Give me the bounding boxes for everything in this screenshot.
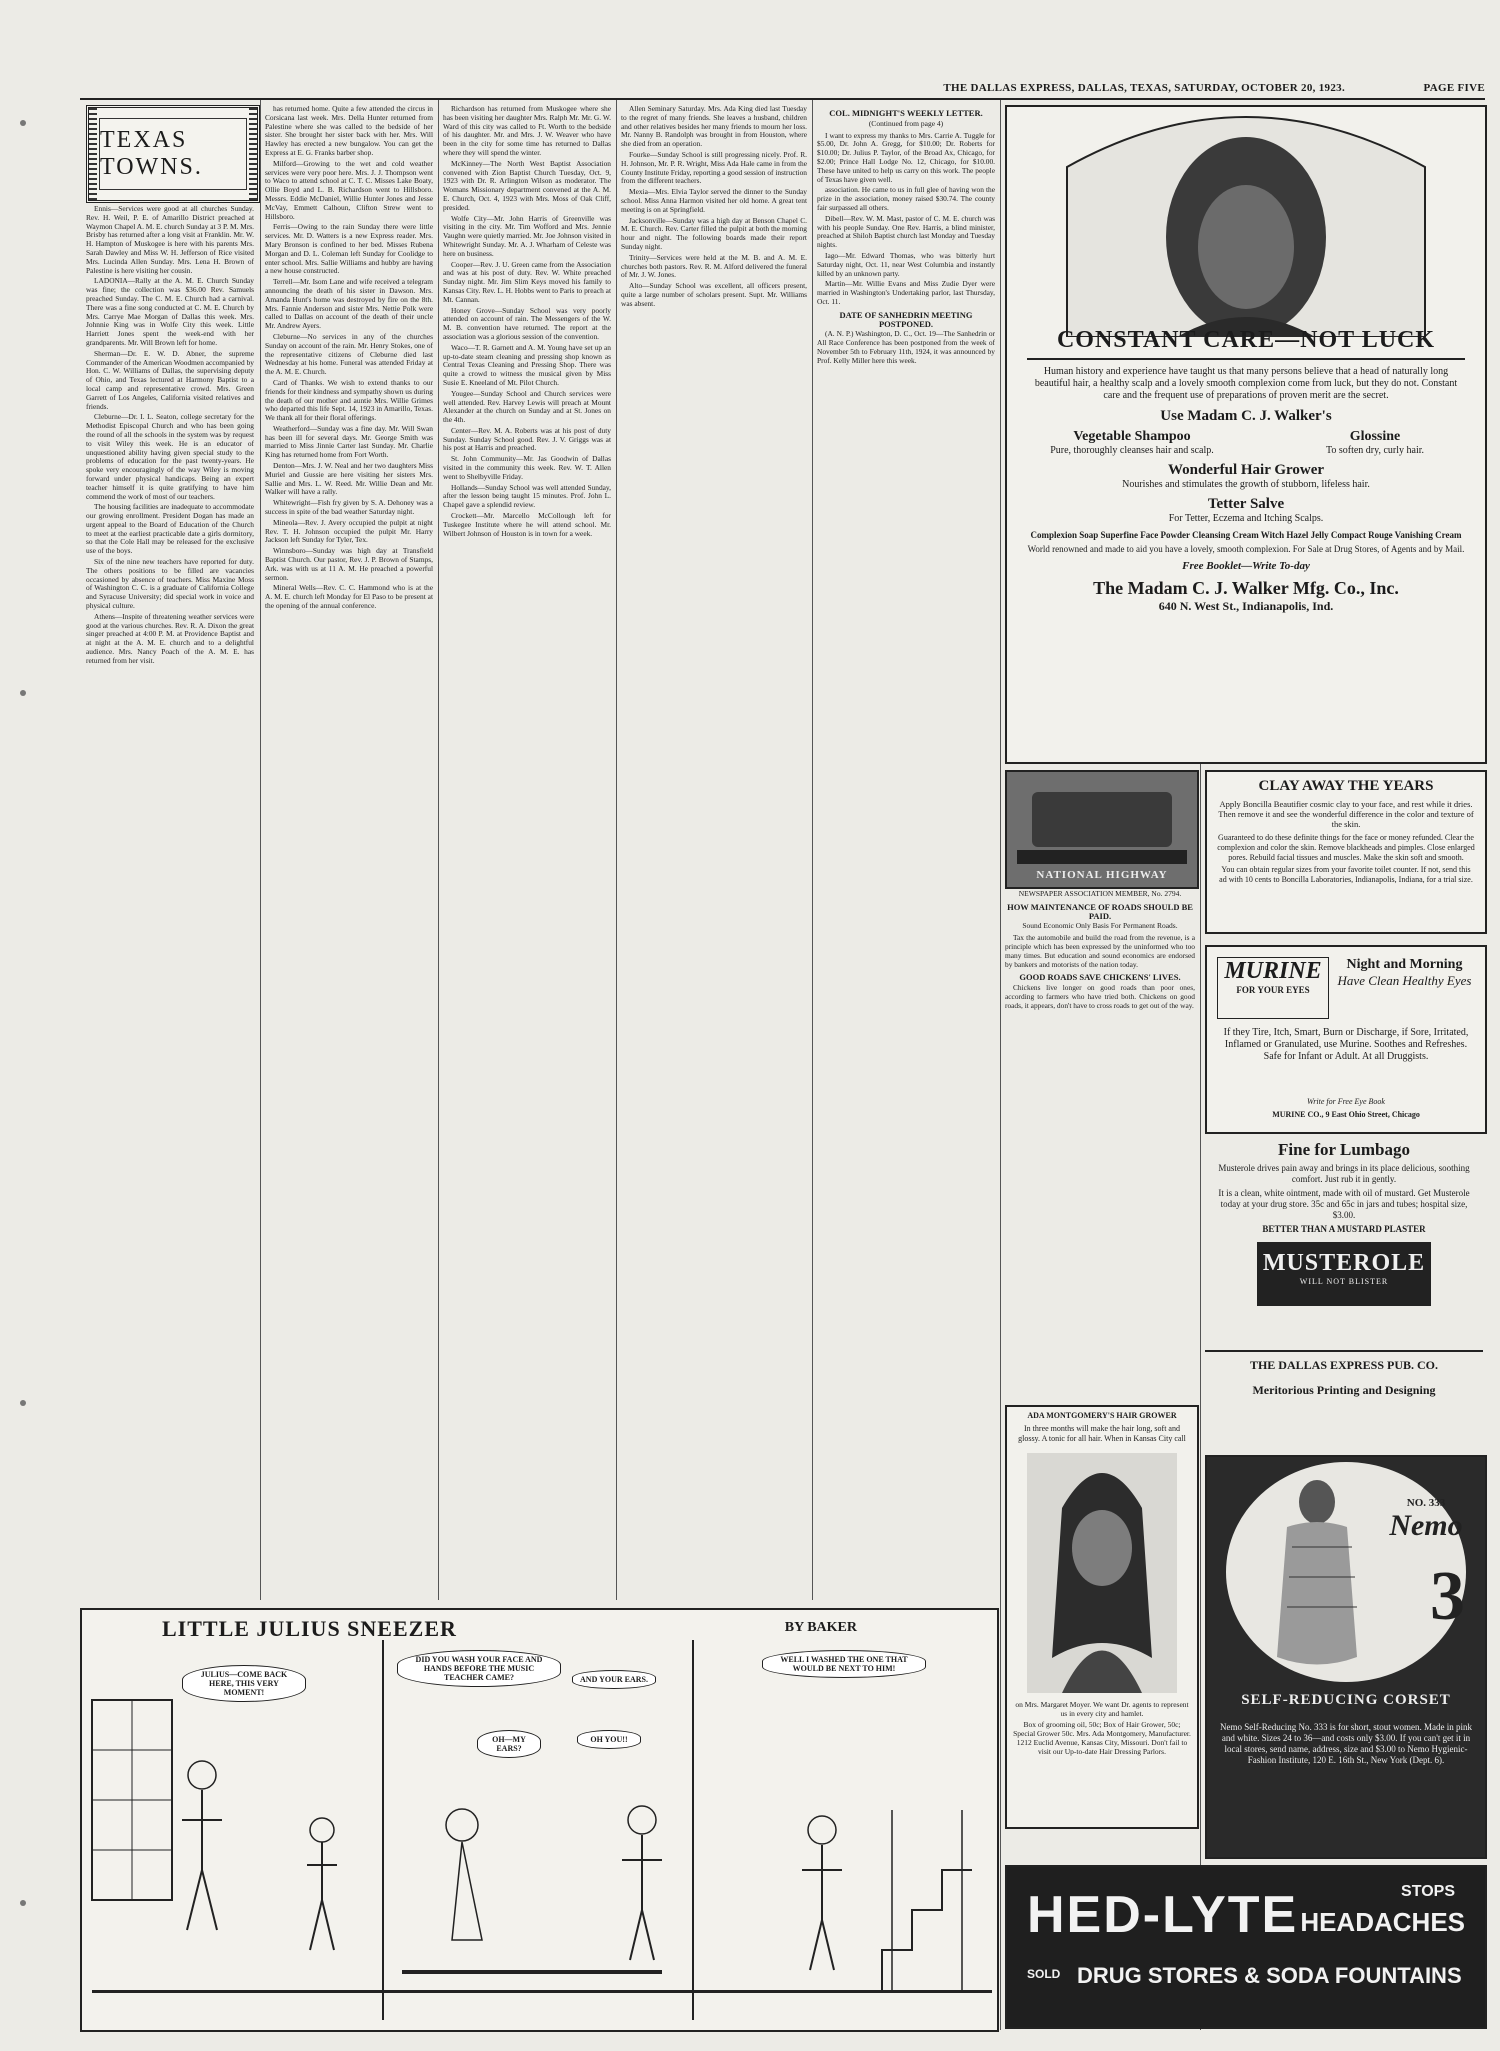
column-5 <box>817 105 995 1600</box>
product-tetter-desc: For Tetter, Eczema and Itching Scalps. <box>1168 513 1324 524</box>
nemo-sub: SELF-REDUCING CORSET <box>1241 1692 1451 1708</box>
section-title-box <box>86 105 260 203</box>
news-item: Whitewright—Fish fry given by S. A. Dehoney was a success in spite of the bad weather Saturday night. <box>265 498 433 517</box>
murine-sub: FOR YOUR EYES <box>1236 985 1310 995</box>
column-6 <box>1005 890 1195 1400</box>
comic-drawings <box>82 1610 997 2030</box>
news-item: Alto—Sunday School was excellent, all officers present, quite a large number of scholars present. Supt. Mr. Williams was absent. <box>621 281 807 308</box>
chickens-heading: GOOD ROADS SAVE CHICKENS' LIVES. <box>1019 972 1181 983</box>
news-item: Card of Thanks. We wish to extend thanks to our friends for their kindness and sympathy shown us during the death of our mother and auntie Mrs. Willie Grimes who departed this life Sept. 14, 1923 in Amarillo, Texas. We thank all for their floral offerings. <box>265 377 433 423</box>
news-item: Martin—Mr. Willie Evans and Miss Zudie Dyer were married in Washington's Undertaking parlor, last Thursday, Oct. 11. <box>817 279 995 306</box>
walker-address: 640 N. West St., Indianapolis, Ind. <box>1158 599 1334 613</box>
product-shampoo: Vegetable Shampoo <box>1073 429 1191 444</box>
express-pub-ad <box>1205 1350 1483 1447</box>
news-item: The housing facilities are inadequate to accommodate our growing enrollment. President Dogan has made an urgent appeal to the Board of Education of the Church to meet at the earliest practicable date a girls dormitory, so that the Cole Hall may be released for the exclusive use of the boys. <box>86 502 254 556</box>
nemo-brand: Nemo <box>1389 1509 1463 1542</box>
column-rule <box>616 100 617 1600</box>
news-item: Denton—Mrs. J. W. Neal and her two daughters Miss Muriel and Gussie are here visiting her sisters Mrs. Sallie and Mrs. L. W. Reed. Mr. Willie Dean and Mr. Walker will have a rally. <box>265 461 433 497</box>
woman-portrait <box>1007 1448 1197 1698</box>
walker-company: The Madam C. J. Walker Mfg. Co., Inc. <box>1093 578 1399 598</box>
binding-hole <box>20 120 26 126</box>
boncilla-ad <box>1205 770 1487 934</box>
hair-grower-desc: In three months will make the hair long, soft and glossy. A tonic for all hair. When in Kansas City call <box>1018 1424 1186 1443</box>
speech-bubble: DID YOU WASH YOUR FACE AND HANDS BEFORE THE MUSIC TEACHER CAME? <box>397 1650 561 1687</box>
walker-body: Human history and experience have taught us that many persons believe that a head of naturally long beautiful hair, a healthy scalp and a lovely smooth complexion come from luck, but they do not. Constant care and the frequent use of preparations of proven merit are the secret. <box>1034 366 1458 401</box>
hair-grower-ad <box>1005 1405 1199 1829</box>
news-item: Jacksonville—Sunday was a high day at Benson Chapel C. M. E. Church. Rev. Carter filled the pulpit at both the morning hour and night. The following boards made their report Sunday night. <box>621 215 807 251</box>
walker-world: World renowned and made to aid you have a lovely, smooth complexion. For Sale at Drug Stores, of Agents and by Mail. <box>1027 544 1465 554</box>
comic-strip <box>80 1608 999 2032</box>
musterole-brand: MUSTEROLE <box>1262 1250 1426 1276</box>
news-item: Six of the nine new teachers have reported for duty. The others positions to be filled are vacancies occasioned by absence of teachers. Miss Maxine Moss of Washington C. C. is a graduate of California College and Syracuse University; did special work in voice and physical culture. <box>86 557 254 611</box>
murine-tag1: Night and Morning <box>1346 957 1463 972</box>
column-rule <box>812 100 813 1600</box>
walker-use: Use Madam C. J. Walker's <box>1160 408 1332 424</box>
news-item: Iago—Mr. Edward Thomas, who was bitterly hurt Saturday night, Oct. 11, near West Columbia and instantly killed by an unknown party. <box>817 250 995 278</box>
news-item: Waco—T. R. Garnett and A. M. Young have set up an up-to-date steam cleaning and pressing shop known as Central Texas Cleaning and Pressing Shop. There was quite a crowd to witness the musical given by Miss Susie E. Kneeland of Mt. Pilot Church. <box>443 342 611 387</box>
news-item: Chickens live longer on good roads than poor ones, according to farmers who have tried both. Chickens on good roads, it appears, don't have to cross roads to get out of the way. <box>1005 983 1195 1010</box>
nemo-no: NO. 333 <box>1406 1497 1446 1509</box>
binding-hole <box>20 690 26 696</box>
news-item: Ennis—Services were good at all churches Sunday. Rev. H. Weil, P. E. of Amarillo District preached at Waymon Chapel A. M. E. church Sunday at 3 P. M. Mrs. Brisby has returned after a long visit at Franklin. Mr. W. H. Hampton of Muskogee is here with his parents Mrs. Sarah Dawley and Miss W. H. Jefferson of Rice visited Mrs. Lucinda Allen Sunday. Mrs. Lena H. Brown of Palestine is here visiting her cousin. <box>86 205 254 275</box>
column-3 <box>443 105 611 1600</box>
news-item: Mineola—Rev. J. Avery occupied the pulpit at night Rev. T. H. Johnson occupied the pulpit Mr. Harry Jackson left Sunday for Tyler, Tex. <box>265 517 433 545</box>
speech-bubble: JULIUS—COME BACK HERE, THIS VERY MOMENT! <box>182 1665 306 1702</box>
news-item: Center—Rev. M. A. Roberts was at his post of duty Sunday. Sunday School good. Rev. J. V. Griggs was at his post at Harris and preached. <box>443 425 611 453</box>
murine-ad <box>1205 945 1487 1134</box>
hedlyte-stops: STOPS <box>1401 1883 1455 1900</box>
sanhedrin-heading: DATE OF SANHEDRIN MEETING POSTPONED. <box>839 309 973 329</box>
column-1 <box>86 205 254 1600</box>
nemo-price-numeral: 3 <box>1430 1558 1465 1635</box>
walker-products: Complexion Soap Superfine Face Powder Cleansing Cream Witch Hazel Jelly Compact Rouge Vanishing Cream <box>1030 530 1462 540</box>
page-number: PAGE FIVE <box>1423 82 1485 94</box>
column-2 <box>265 105 433 1600</box>
nemo-body: Nemo Self-Reducing No. 333 is for short, stout women. Made in pink and white. Sizes 24 to 36—and costs only $3.00. If you can't get it in local stores, send name, address, size and $3.00 to Nemo Hygienic-Fashion Institute, 120 E. 16th St., New York (Dept. 6). <box>1220 1722 1472 1765</box>
news-item: Richardson has returned from Muskogee where she has been visiting her daughter Mrs. Ralph Mr. Mr. G. W. Ward of this city was called to Ft. Worth to the bedside of his daughter. Mr. and Mrs. J. W. Weaver who have been in the city for some time has returned to Dallas where they will spend the winter. <box>443 105 611 157</box>
news-item: Tax the automobile and build the road from the revenue, is a principle which has been expressed by the uninformed who too many times. But education and sound economics are endorsed by bankers and motorists of the nation today. <box>1005 933 1195 969</box>
comic-byline: BY BAKER <box>784 1620 857 1635</box>
news-item: Terrell—Mr. Isom Lane and wife received a telegram announcing the death of his sister in Dawson. Mrs. Amanda Hunt's home was destroyed by fire on the 8th. Mrs. Fannie Anderson and sister Mrs. Nettie Polk were called to Dallas on account of the death of their uncle Mr. Andrew Ayers. <box>265 277 433 331</box>
musterole-tag: WILL NOT BLISTER <box>1299 1277 1389 1286</box>
news-item: Cleburne—No services in any of the churches Sunday on account of the rain. Mr. Henry Stokes, one of the representative citizens of Cleburne died last Wednesday at his home. Funeral was attended Friday at the A. M. E. Church. <box>265 331 433 377</box>
musterole-ad <box>1205 1140 1483 1340</box>
news-item: Mineral Wells—Rev. C. C. Hammond who is at the A. M. E. church left Monday for El Paso to be present at the opening of the annual conference. <box>265 583 433 611</box>
news-item: Mexia—Mrs. Elvia Taylor served the dinner to the Sunday school. Miss Anna Harmon visited her old home. A great tent meeting is on at Springfield. <box>621 187 807 214</box>
masthead <box>80 82 1485 96</box>
masthead-title: THE DALLAS EXPRESS, DALLAS, TEXAS, SATURDAY, OCTOBER 20, 1923. <box>943 82 1345 94</box>
news-item: LADONIA—Rally at the A. M. E. Church Sunday was fine; the collection was $36.00 Rev. Samuels preached Sunday. The C. M. E. Church had a carnival. There was a fine song conducted at C. M. E. Church by Mrs. Carrye Mae Morgan of Dallas this week. Mrs. Johnnie King was in Wolfe City this week. Little Harriett Jones spent the week-end with her grandparents. Mr. Will Brown left for home. <box>86 276 254 347</box>
hair-grower-agents: on Mrs. Margaret Moyer. We want Dr. agents to represent us in every city and hamlet. <box>1015 1700 1189 1718</box>
ornament-left <box>89 108 97 200</box>
news-item: Allen Seminary Saturday. Mrs. Ada King died last Tuesday to the regret of many friends. She leaves a husband, children and other relatives besides her many friends to mourn her loss. Mr. Nanny B. Randolph was brought in from Houston, where she died from an operation. <box>621 105 807 149</box>
clay-offer: You can obtain regular sizes from your favorite toilet counter. If not, send this ad with 10 cents to Boncilla Laboratories, Indianapolis, Indiana, for a trial size. <box>1219 865 1473 884</box>
nha-member: NEWSPAPER ASSOCIATION MEMBER, No. 2794. <box>1018 890 1182 898</box>
product-glossine-desc: To soften dry, curly hair. <box>1325 445 1425 456</box>
section-title: TEXAS TOWNS. <box>99 118 247 190</box>
news-item: St. John Community—Mr. Jas Goodwin of Dallas visited in the community this week. Rev. W. T. Allen went to Shelbyville Friday. <box>443 454 611 481</box>
hair-grower-prices: Box of grooming oil, 50c; Box of Hair Grower, 50c; Special Grower 50c. Mrs. Ada Montgomery, Manufacturer. 1212 Euclid Avenue, Kansas City, Missouri. Don't fail to visit our Up-to-date Hair Dressing Parlors. <box>1013 1720 1191 1756</box>
murine-company: MURINE CO., 9 East Ohio Street, Chicago <box>1272 1110 1420 1119</box>
murine-body: If they Tire, Itch, Smart, Burn or Discharge, if Sore, Irritated, Inflamed or Granulated, use Murine. Soothes and Refreshes. Safe for Infant or Adult. At all Druggists. <box>1223 1027 1469 1062</box>
news-item: Crockett—Mr. Marcello McCollough left for Tuskegee Institute where he will attend school. Mr. Wilbert Johnson of Houston is in town for a week. <box>443 511 611 538</box>
news-item: has returned home. Quite a few attended the circus in Corsicana last week. Mrs. Della Hunter returned from Palestine where she was called to the bedside of her sister. She brought her sister back with her. Mrs. Will Hawley has erected a new bungalow. You can get the Express at E. G. Franks barber shop. <box>265 105 433 157</box>
news-item: Athens—Inspite of threatening weather services were good at the various churches. Rev. R. A. Dixon the great singer preached at 4:00 P. M. at Providence Baptist and at night at the A. M. E. church and to a delightful audience. Mrs. Nancy Poach of the A. M. E. has returned from her visit. <box>86 611 254 665</box>
news-item: Cooper—Rev. J. U. Green came from the Association and was at his post of duty. Rev. W. White preached Sunday night. Mr. Jim Slim Keys moved his family to Kansas City. Rev. L. H. Hobbs went to Paris to preach at Mt. Cannan. <box>443 259 611 304</box>
header-rule <box>80 98 1485 100</box>
news-item: Honey Grove—Sunday School was very poorly attended on account of rain. The Messengers of the W. M. B. convention have returned. The report at the association was a glorious session of the convention. <box>443 305 611 341</box>
news-item: Fourke—Sunday School is still progressing nicely. Prof. R. H. Johnson, Mr. P. R. Wright, Miss Ada Hale came in from the County Institute Friday, reporting a good session of instruction from the different teachers. <box>621 149 807 186</box>
product-grower-desc: Nourishes and stimulates the growth of stubborn, lifeless hair. <box>1122 479 1370 490</box>
product-tetter: Tetter Salve <box>1207 496 1285 512</box>
product-shampoo-desc: Pure, thoroughly cleanses hair and scalp. <box>1050 445 1214 456</box>
express-pub-tag: Meritorious Printing and Designing <box>1252 1383 1436 1397</box>
binding-hole <box>20 1400 26 1406</box>
comic-title: LITTLE JULIUS SNEEZER <box>162 1616 457 1641</box>
walker-ad <box>1005 105 1487 764</box>
nemo-ad <box>1205 1455 1487 1859</box>
column-rule <box>1200 760 1201 2030</box>
ornament-right <box>249 108 257 200</box>
product-glossine: Glossine <box>1349 429 1401 444</box>
column-rule <box>260 100 261 1600</box>
speech-bubble: AND YOUR EARS. <box>572 1670 656 1689</box>
express-pub-name: THE DALLAS EXPRESS PUB. CO. <box>1249 1358 1439 1372</box>
news-item: (A. N. P.) Washington, D. C., Oct. 19—The Sanhedrin or All Race Conference has been postponed from the week of November 5th to February 11th, 1924, it was announced by Prof. Kelly Miller here this week. <box>817 329 995 365</box>
murine-tag2: Have Clean Healthy Eyes <box>1337 973 1472 988</box>
news-item: Ferris—Owing to the rain Sunday there were little services. Mr. D. Watters is a new Express reader. Mrs. Mary Bronson is confined to her bed. Misses Rubena Morgan and D. L. Coleman left Sunday for Coolidge to enter school. Mrs. Sallie Williams and hubby are having a new house constructed. <box>265 222 433 276</box>
murine-write: Write for Free Eye Book <box>1307 1097 1385 1106</box>
binding-hole <box>20 1900 26 1906</box>
lumbago-better: BETTER THAN A MUSTARD PLASTER <box>1262 1224 1426 1234</box>
news-item: Cleburne—Dr. I. L. Seaton, college secretary for the Methodist Episcopal Church and who has been going the round of all the schools in the system was by request to visit Wiley this week. He is an educator of unquestioned ability having given special study to the problems of education for the past twenty-years. He spoke very encouragingly of the way Wiley is moving forward under physical handicaps. Being an expert teacher himself it is quite gratifying to have him commend the work of most of our teachers. <box>86 412 254 501</box>
hedlyte-sold: SOLD <box>1027 1967 1061 1981</box>
news-item: I want to express my thanks to Mrs. Carrie A. Tuggle for $5.00, Dr. John A. Gregg, for $10.00; Dr. Roberts for $10.00; Dr. Julius P. Taylor, of the Broad Ax, Chicago, for $2.00; Prince Hall Lodge No. 12, Chicago, for $10.00. These have united to help us carry on this work. The people of Texas have given well. <box>817 130 995 184</box>
news-item: Yougee—Sunday School and Church services were well attended. Rev. Harvey Lewis will preach at Mount Alexander at the church on Sunday and at St. Jones on the 4th. <box>443 388 611 425</box>
hedlyte-headaches: HEADACHES <box>1300 1907 1465 1937</box>
news-item: McKinney—The North West Baptist Association convened with Zion Baptist Church Tuesday, Oct. 9, 1923 with Dr. R. Arlington Wilson as moderator. The Womans Missionary department convened at the A. M. E. Church, Oct. 4, 1923 with Mrs. Moss of Oak Cliff, presided. <box>443 158 611 212</box>
news-item: Trinity—Services were held at the M. B. and A. M. E. churches both pastors. Rev. R. M. Alford delivered the funeral of Mr. J. W. Jones. <box>621 252 807 280</box>
walker-free-booklet: Free Booklet—Write To-day <box>1182 560 1310 572</box>
news-item: Wolfe City—Mr. John Harris of Greenville was visiting in the city. Mr. Tim Wofford and Mrs. Jennie Vaughn were quietly married. Mr. Joe Johnson visited in Whitewright Sunday. Mr. A. J. Wharham of Celeste was here on business. <box>443 213 611 258</box>
speech-bubble: OH—MY EARS? <box>477 1730 541 1758</box>
clay-body: Apply Boncilla Beautifier cosmic clay to your face, and rest while it dries. Then remove it and see the wonderful difference in the color and texture of the skin. <box>1218 799 1474 829</box>
highway-photo <box>1005 770 1199 889</box>
column-4 <box>621 105 807 1600</box>
portrait-illustration <box>1007 107 1485 337</box>
column-rule <box>1000 100 1001 2030</box>
murine-brand: MURINE <box>1224 958 1322 984</box>
news-item: Sherman—Dr. E. W. D. Abner, the supreme Commander of the American Woodmen accompanied by Hon. C. W. Williams of Dallas, the supervising deputy of Ohio, and Texas lectured at Harmony Baptist to a local camp and representative crowd. Mrs. Green Garrett of Los Angeles, California visited relatives and friends. <box>86 348 254 411</box>
news-item: Winnsboro—Sunday was high day at Transfield Baptist Church. Our pastor, Rev. J. P. Brown of Stamps, Ark. was with us at 11 A. M. He preached a powerful sermon. <box>265 546 433 582</box>
lumbago-title: Fine for Lumbago <box>1278 1140 1410 1159</box>
speech-bubble: OH YOU!! <box>577 1730 641 1749</box>
news-item: Weatherford—Sunday was a fine day. Mr. Will Swan has been ill for several days. Mr. George Smith was married to Miss Jinnie Carter last Sunday. Mr. Charlie King has returned home from Fort Worth. <box>265 423 433 460</box>
hedlyte-where: DRUG STORES & SODA FOUNTAINS <box>1077 1963 1462 1988</box>
musterole-logo <box>1257 1242 1431 1306</box>
roads-subheading: Sound Economic Only Basis For Permanent Roads. <box>1022 921 1178 931</box>
walker-headline: CONSTANT CARE—NOT LUCK <box>1027 327 1465 360</box>
hedlyte-ad <box>1005 1865 1487 2029</box>
clay-guarantee: Guaranteed to do these definite things for the face or money refunded. Clear the complexion and color the skin. Remove blackheads and pimples. Close enlarged pores. Rebuild facial tissues and muscles. Make the skin soft and smooth. <box>1217 833 1475 862</box>
product-grower: Wonderful Hair Grower <box>1167 462 1325 478</box>
hair-grower-brand: ADA MONTGOMERY'S HAIR GROWER <box>1027 1411 1177 1420</box>
news-item: association. He came to us in full glee of having won the prize in the association, money raised $30.74. The county fair surpassed all others. <box>817 185 995 212</box>
highway-label: NATIONAL HIGHWAY <box>1036 869 1168 881</box>
hedlyte-brand: HED-LYTE <box>1027 1886 1299 1944</box>
letter-subheading: (Continued from page 4) <box>868 118 944 128</box>
lumbago-body2: It is a clean, white ointment, made with oil of mustard. Get Musterole today at your drug store. 35c and 65c in jars and tubes; hospital size, $3.00. <box>1218 1188 1470 1220</box>
roads-heading: HOW MAINTENANCE OF ROADS SHOULD BE PAID. <box>1007 901 1193 921</box>
column-rule <box>438 100 439 1600</box>
news-item: Milford—Growing to the wet and cold weather services were very poor here. Mrs. J. J. Thompson went to Waco to attend school at C. T. C. Misses Lake Boaty, Ollie Boyd and L. B. Richardson went to Hillsboro. Messrs. Eddie McDaniel, Willie Hunter Jones and Jesse McVay, Emmett Calhoun, Clifton Strew went to Hillsboro. <box>265 158 433 221</box>
news-item: Hollands—Sunday School was well attended Sunday, after the lesson being taught 15 minutes. Prof. John L. Chapel gave a splendid review. <box>443 482 611 510</box>
lumbago-body: Musterole drives pain away and brings in its place delicious, soothing comfort. Just rub it in gently. <box>1218 1163 1470 1184</box>
letter-heading: COL. MIDNIGHT'S WEEKLY LETTER. <box>829 108 983 118</box>
news-item: Dibell—Rev. W. M. Mast, pastor of C. M. E. church was with his people Sunday. One Rev. Harris, a blind minister, preached at Shiloh Baptist church last Monday and Tuesday nights. <box>817 213 995 250</box>
speech-bubble: WELL I WASHED THE ONE THAT WOULD BE NEXT TO HIM! <box>762 1650 926 1678</box>
clay-title: CLAY AWAY THE YEARS <box>1258 778 1434 794</box>
